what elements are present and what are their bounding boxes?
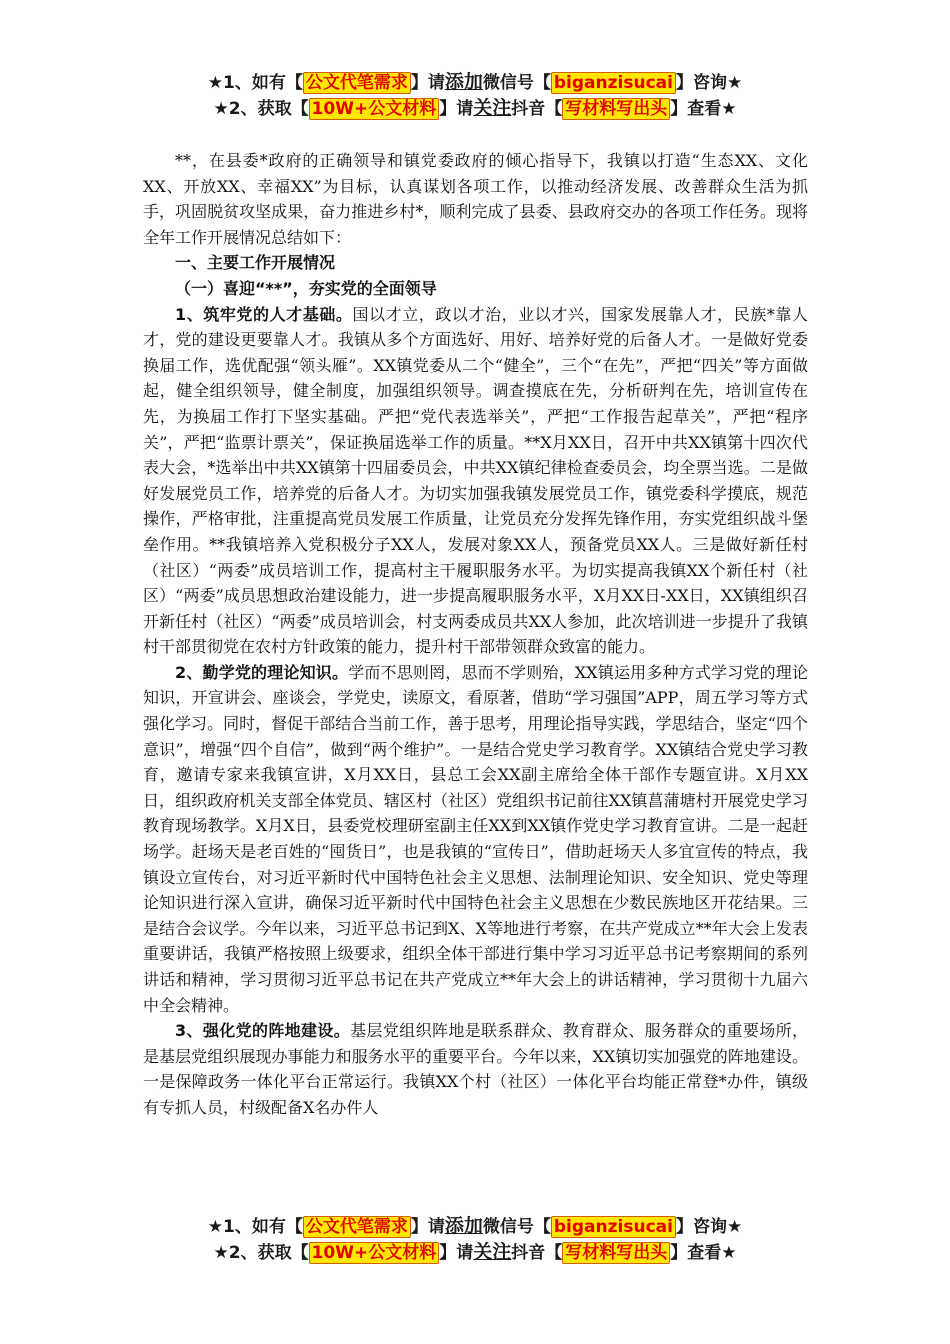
banner-text: 】请	[439, 1243, 474, 1263]
paragraph-lead: 3、强化党的阵地建设。	[175, 1021, 351, 1041]
paragraph-text: 学而不思则罔，思而不学则殆，XX镇运用多种方式学习党的理论知识，开宣讲会、座谈会，学党史，读原文，看原著，借助“学习强国”APP，周五学习等方式强化学习。同时，督促干部结合当前工作，善于思考，用理论指导实践，学思结合，坚定“四个意识”，增强“四个自信”，做到“两个维护”。一是结合党史学习教育学。XX镇结合党史学习教育，邀请专家来我镇宣讲，X月XX日，县总工会XX副主席给全体干部作专题宣讲。X月XX日，组织政府机关支部全体党员、辖区村（社区）党组织书记前往XX镇菖蒲塘村开展党史学习教育现场教学。X月X日，县委党校理研室副主任XX到XX镇作党史学习教育宣讲。二是一起赶场学。赶场天是老百姓的“囤货日”，也是我镇的“宣传日”，借助赶场天人多宜宣传的特点，我镇设立宣传台，对习近平新时代中国特色社会主义思想、法制理论知识、安全知识、党史等理论知识进行深入宣讲，确保习近平新时代中国特色社会主义思想在少数民族地区开花结果。三是结合会议学。今年以来，习近平总书记到X、X等地进行考察，在共产党成立**年大会上发表重要讲话，我镇严格按照上级要求，组织全体干部进行集中学习习近平总书记考察期间的系列讲话和精神，学习贯彻习近平总书记在共产党成立**年大会上的讲话精神，学习贯彻十九届六中全会精神。	[143, 662, 808, 1015]
banner-text: ★2、获取【	[213, 99, 309, 119]
banner-highlight: biganzisucai	[551, 1216, 676, 1238]
banner-highlight: 10W+公文材料	[309, 1242, 440, 1264]
banner-underline: 关注	[473, 1241, 512, 1263]
banner-text: ★1、如有【	[207, 73, 303, 93]
banner-text: 微信号【	[482, 73, 551, 93]
banner-underline: 关注	[473, 97, 512, 119]
paragraph-talent	[143, 302, 808, 660]
banner-text: ★1、如有【	[207, 1217, 303, 1237]
banner-text: 】请	[410, 1217, 445, 1237]
promo-banner-top-line1	[0, 70, 950, 95]
section-heading: 一、主要工作开展情况	[175, 253, 336, 273]
banner-highlight: 公文代笔需求	[303, 1216, 411, 1238]
banner-text: 】请	[439, 99, 474, 119]
promo-banner-bottom-line2	[0, 1240, 950, 1265]
banner-underline: 添加	[444, 1215, 483, 1237]
banner-text: 】查看★	[670, 99, 737, 119]
paragraph-lead: 1、筑牢党的人才基础。	[175, 304, 353, 324]
paragraph-lead: 2、勤学党的理论知识。	[175, 662, 349, 682]
banner-text: 】咨询★	[675, 1217, 743, 1237]
banner-highlight: biganzisucai	[551, 72, 676, 94]
banner-text: 】咨询★	[675, 73, 743, 93]
banner-highlight: 写材料写出头	[562, 98, 670, 120]
subsection-heading: （一）喜迎“**”，夯实党的全面领导	[175, 278, 437, 298]
banner-text: 微信号【	[482, 1217, 551, 1237]
banner-highlight: 公文代笔需求	[303, 72, 411, 94]
banner-highlight: 写材料写出头	[562, 1242, 670, 1264]
promo-banner-bottom-line1	[0, 1214, 950, 1239]
banner-text: 】请	[410, 73, 445, 93]
promo-banner-top-line2	[0, 96, 950, 121]
banner-text: ★2、获取【	[213, 1243, 309, 1263]
intro-paragraph: **，在县委*政府的正确领导和镇党委政府的倾心指导下，我镇以打造“生态XX、文化XX、开放XX、幸福XX”为目标，认真谋划各项工作，以推动经济发展、改善群众生活为抓手，巩固脱贫攻坚成果，奋力推进乡村*，顺利完成了县委、县政府交办的各项工作任务。现将全年工作开展情况总结如下：	[143, 151, 808, 247]
banner-text: 抖音【	[511, 99, 563, 119]
document-body	[143, 148, 808, 1121]
banner-text: 抖音【	[511, 1243, 563, 1263]
banner-highlight: 10W+公文材料	[309, 98, 440, 120]
paragraph-text: 基层党组织阵地是联系群众、教育群众、服务群众的重要场所，是基层党组织展现办事能力和服务水平的重要平台。今年以来，XX镇切实加强党的阵地建设。一是保障政务一体化平台正常运行。我镇XX个村（社区）一体化平台均能正常登*办件，镇级有专抓人员，村级配备X名办件人	[143, 1021, 808, 1117]
paragraph-theory	[143, 660, 808, 1018]
banner-underline: 添加	[444, 71, 483, 93]
paragraph-text: 国以才立，政以才治，业以才兴，国家发展靠人才，民族*靠人才，党的建设更要靠人才。我镇从多个方面选好、用好、培养好党的后备人才。一是做好党委换届工作，选优配强“领头雁”。XX镇党委从二个“健全”，三个“在先”，严把“四关”等方面做起，健全组织领导，健全制度，加强组织领导。调查摸底在先，分析研判在先，培训宣传在先，为换届工作打下坚实基础。严把“党代表选举关”，严把“工作报告起草关”，严把“程序关”，严把“监票计票关”，保证换届选举工作的质量。**X月XX日，召开中共XX镇第十四次代表大会，*选举出中共XX镇第十四届委员会，中共XX镇纪律检查委员会，均全票当选。二是做好发展党员工作，培养党的后备人才。为切实加强我镇发展党员工作，镇党委科学摸底，规范操作，严格审批，注重提高党员发展工作质量，让党员充分发挥先锋作用，夯实党组织战斗堡垒作用。**我镇培养入党积极分子XX人，发展对象XX人，预备党员XX人。三是做好新任村（社区）“两委”成员培训工作，提高村主干履职服务水平。为切实提高我镇XX个新任村（社区）“两委”成员思想政治建设能力，进一步提高履职服务水平，X月XX日-XX日，XX镇组织召开新任村（社区）“两委”成员培训会，村支两委成员共XX人参加，此次培训进一步提升了我镇村干部贯彻党在农村方针政策的能力，提升村干部带领群众致富的能力。	[143, 304, 808, 657]
banner-text: 】查看★	[670, 1243, 737, 1263]
paragraph-position	[143, 1018, 808, 1120]
